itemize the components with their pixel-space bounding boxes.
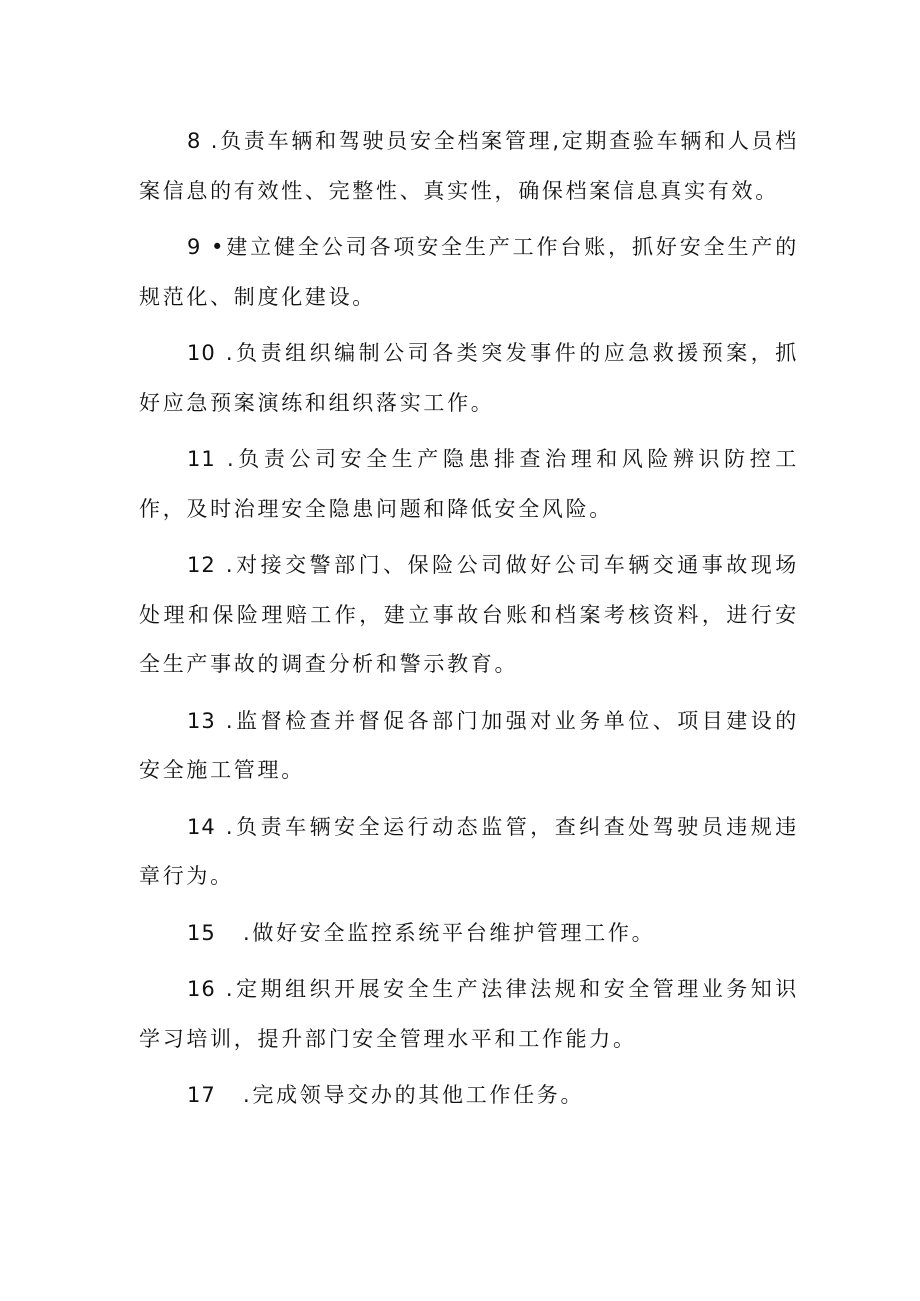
item-text: 负责公司安全生产隐患排查治理和风险辨识防控工作，及时治理安全隐患问题和降低安全风险。 <box>139 447 799 521</box>
item-separator: . <box>225 341 236 365</box>
item-number: 15 <box>187 920 216 945</box>
item-number: 8 <box>187 129 202 153</box>
item-separator: . <box>210 129 221 153</box>
item-text: 对接交警部门、保险公司做好公司车辆交通事故现场处理和保险理赔工作，建立事故台账和档案考核资料，进行安全生产事故的调查分析和警示教育。 <box>139 553 799 676</box>
item-number: 9 <box>187 235 202 259</box>
item-separator: . <box>243 1083 253 1107</box>
list-item <box>139 909 799 959</box>
item-number: 10 <box>187 341 216 365</box>
list-item <box>139 697 799 796</box>
item-text: 建立健全公司各项安全生产工作台账，抓好安全生产的规范化、制度化建设。 <box>139 235 799 309</box>
item-number: 16 <box>187 977 216 1001</box>
list-item <box>139 541 799 690</box>
item-text: 监督检查并督促各部门加强对业务单位、项目建设的安全施工管理。 <box>139 708 799 782</box>
list-item <box>139 223 799 322</box>
item-separator: . <box>226 447 237 471</box>
item-text: 做好安全监控系统平台维护管理工作。 <box>252 920 656 945</box>
item-text: 完成领导交办的其他工作任务。 <box>252 1083 585 1107</box>
item-separator: . <box>225 553 236 577</box>
item-number: 12 <box>187 553 216 577</box>
list-item <box>139 435 799 534</box>
item-text: 负责组织编制公司各类突发事件的应急救援预案，抓好应急预案演练和组织落实工作。 <box>139 341 799 415</box>
item-number: 11 <box>187 447 216 471</box>
list-item <box>139 329 799 428</box>
list-item <box>139 117 799 216</box>
item-number: 13 <box>187 708 216 733</box>
item-separator: . <box>225 814 236 839</box>
list-item <box>139 965 799 1064</box>
item-text: 定期组织开展安全生产法律法规和安全管理业务知识学习培训，提升部门安全管理水平和工作能力。 <box>139 977 799 1051</box>
document-body <box>139 117 799 1121</box>
item-text: 负责车辆安全运行动态监管，查纠查处驾驶员违规违章行为。 <box>139 814 799 888</box>
item-number: 14 <box>187 814 216 839</box>
list-item <box>139 1071 799 1121</box>
item-number: 17 <box>187 1083 216 1107</box>
item-separator: . <box>225 708 236 733</box>
list-item <box>139 803 799 902</box>
item-text: 负责车辆和驾驶员安全档案管理,定期查验车辆和人员档案信息的有效性、完整性、真实性，确保档案信息真实有效。 <box>139 129 799 203</box>
item-separator: . <box>225 977 236 1001</box>
item-separator: . <box>243 920 253 945</box>
item-separator: • <box>210 235 227 259</box>
